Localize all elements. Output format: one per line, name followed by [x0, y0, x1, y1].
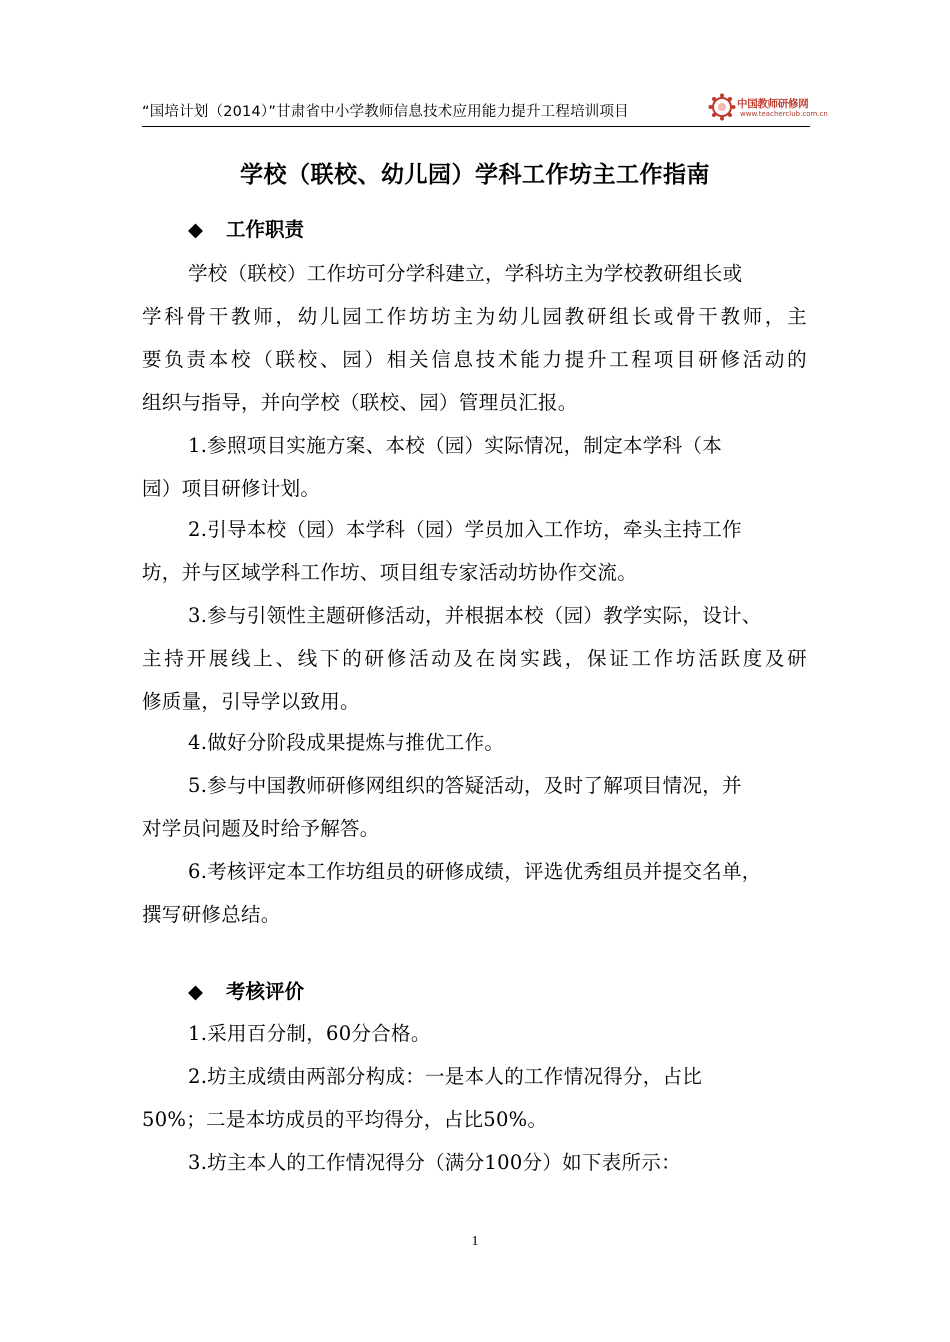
- paragraph-line: 要负责本校（联校、园）相关信息技术能力提升工程项目研修活动的: [142, 348, 807, 371]
- list-item-line: 主持开展线上、线下的研修活动及在岗实践，保证工作坊活跃度及研: [142, 647, 807, 670]
- list-item-line: 3.坊主本人的工作情况得分（满分100分）如下表所示：: [188, 1151, 681, 1174]
- list-item-line: 对学员问题及时给予解答。: [142, 817, 380, 840]
- list-item-line: 修质量，引导学以致用。: [142, 690, 360, 713]
- list-item-line: 3.参与引领性主题研修活动，并根据本校（园）教学实际，设计、: [188, 604, 762, 627]
- section-heading-text: 考核评价: [226, 980, 305, 1003]
- list-item-line: 园）项目研修计划。: [142, 477, 321, 500]
- section-heading-assessment: [188, 976, 304, 1004]
- list-item-line: 4.做好分阶段成果提炼与推优工作。: [188, 731, 505, 754]
- logo-url: www.teacherclub.com.cn: [740, 110, 828, 118]
- header-text: “国培计划（2014）”甘肃省中小学教师信息技术应用能力提升工程培训项目: [142, 104, 629, 120]
- list-item-line: 撰写研修总结。: [142, 903, 281, 926]
- page-header: [142, 92, 828, 127]
- list-item-line: 2.坊主成绩由两部分构成：一是本人的工作情况得分，占比: [188, 1065, 703, 1088]
- list-item-line: 5.参与中国教师研修网组织的答疑活动，及时了解项目情况，并: [188, 774, 742, 797]
- section-heading-duties: [188, 214, 304, 242]
- logo-chinese-name: 中国教师研修网: [737, 98, 809, 110]
- list-item-line: 1.参照项目实施方案、本校（园）实际情况，制定本学科（本: [188, 434, 723, 457]
- list-item-line: 1.采用百分制，60分合格。: [188, 1022, 431, 1045]
- paragraph-line: 组织与指导，并向学校（联校、园）管理员汇报。: [142, 391, 578, 414]
- diamond-bullet-icon: ◆: [188, 980, 203, 1003]
- paragraph-line: 学校（联校）工作坊可分学科建立，学科坊主为学校教研组长或: [188, 262, 743, 285]
- list-item-line: 50%；二是本坊成员的平均得分，占比50%。: [142, 1108, 548, 1131]
- list-item-line: 2.引导本校（园）本学科（园）学员加入工作坊，牵头主持工作: [188, 518, 742, 541]
- section-heading-text: 工作职责: [226, 218, 305, 241]
- paragraph-line: 学科骨干教师，幼儿园工作坊坊主为幼儿园教研组长或骨干教师，主: [142, 305, 807, 328]
- list-item-line: 6.考核评定本工作坊组员的研修成绩，评选优秀组员并提交名单，: [188, 860, 762, 883]
- logo-ring-icon: [708, 93, 736, 121]
- list-item-line: 坊，并与区域学科工作坊、项目组专家活动坊协作交流。: [142, 561, 638, 584]
- teacherclub-logo: [708, 92, 828, 122]
- page-number: 1: [471, 1234, 479, 1249]
- diamond-bullet-icon: ◆: [188, 218, 203, 241]
- document-title: 学校（联校、幼儿园）学科工作坊主工作指南: [240, 162, 710, 188]
